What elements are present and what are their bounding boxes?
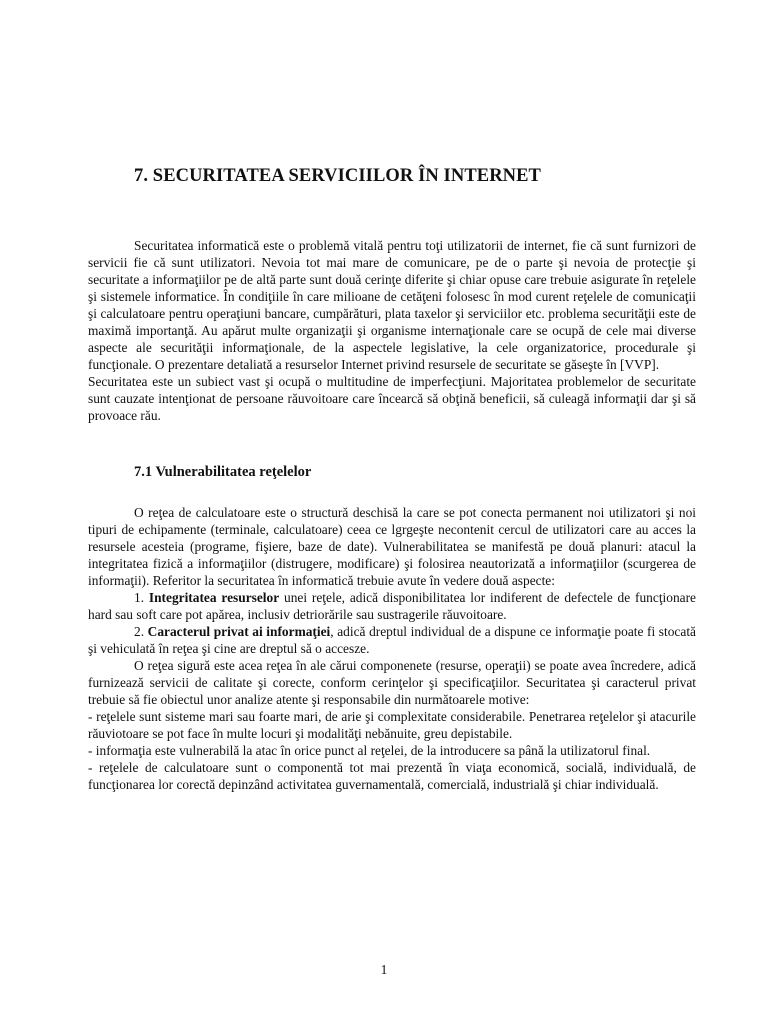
bullet-item: - reţelele de calculatoare sunt o componentă tot mai prezentă în viaţa economică, socială, individuală, de funcţionarea lor corectă depinzând activitatea guvernamentală, comercială, industrială şi chiar individuală. [88,760,696,792]
item-text: , adică dreptul individual de a dispune ce informaţie poate fi stocată şi vehiculată în reţea şi cine are dreptul să o accesze. [88,624,696,656]
numbered-item-1 [88,589,696,623]
section-heading: 7.1 Vulnerabilitatea reţelelor [134,464,312,480]
item-number: 1. [134,590,145,605]
bullet-item: - informaţia este vulnerabilă la atac în orice punct al reţelei, de la introducere sa până la utilizatorul final. [88,743,651,758]
section-paragraph-1: O reţea de calculatoare este o structură deschisă la care se pot conecta permanent noi utilizatori şi noi tipuri de echipamente (terminale, calculatoare) ceea ce lgrgeşte necontenit cercul de utilizatori care au acces la resursele acesteia (programe, fişiere, baze de date). Vulnerabilitatea se manifestă pe două planuri: atacul la integritatea fizică a informaţiilor (distrugere, modificare) şi folosirea neautorizată a informaţiilor (scurgerea de informaţii). Referitor la securitatea în informatică trebuie avute în vedere două aspecte: [88,505,696,588]
item-term: Integritatea resurselor [148,590,280,605]
item-term: Caracterul privat ai informaţiei [147,624,331,639]
page-content [88,164,696,793]
numbered-item-2 [88,623,696,657]
intro-paragraph-2: Securitatea este un subiect vast şi ocupă o multitudine de imperfecţiuni. Majoritatea problemelor de securitate sunt cauzate intenţionat de persoane răuvoitoare care încearcă să obţină beneficii, să culeagă informaţii dar şi să provoace rău. [88,374,696,423]
page-number: 1 [380,962,388,977]
spacer [88,424,696,463]
section-paragraph-2: O reţea sigură este acea reţea în ale cărui componenete (resurse, operaţii) se poate avea încredere, adică furnizează servicii de calitate şi corecte, conform cerinţelor şi specificaţiilor. Securitatea şi caracterul privat trebuie să fie obiectul unor analize atente şi responsabile din nurmătoarele motive: [88,658,696,707]
bullet-item: - reţelele sunt sisteme mari sau foarte mari, de arie şi complexitate considerabile. Penetrarea reţelelor şi atacurile răuviotoare se pot face în multe locuri şi modalităţi nebănuite, greu depistabile. [88,709,696,741]
item-number: 2. [134,624,145,639]
item-text: unei reţele, adică disponibilitatea lor indiferent de defectele de funcţionare hard sau soft care pot apărea, inclusiv detriorările sau sustragerile răuvoitoare. [88,590,696,622]
spacer [88,481,696,504]
intro-paragraph-1: Securitatea informatică este o problemă vitală pentru toţi utilizatorii de internet, fie că sunt furnizori de servicii fie că sunt utilizatori. Nevoia tot mai mare de comunicare, pe de o parte şi nevoia de protecţie şi securitate a informaţiilor pe de altă parte sunt două cerinţe diferite şi chiar opuse care trebuie asigurate în reţelele şi sistemele informatice. În condiţiile în care milioane de cetăţeni folosesc în mod curent reţelele de comunicaţii şi calculatoare pentru operaţiuni bancare, cumpărături, plata taxelor şi serviciilor etc. problema securităţii este de maximă importanţă. Au apărut multe organizaţii şi organisme internaţionale care se ocupă de cele mai diverse aspecte ale securităţii informaţionale, de la aspectele legislative, la cele organizatorice, procedurale şi funcţionale. O prezentare detaliată a resurselor Internet privind resursele de securitate se găseşte în [VVP]. [88,238,696,372]
chapter-title: 7. SECURITATEA SERVICIILOR ÎN INTERNET [134,166,541,186]
spacer [88,188,696,237]
